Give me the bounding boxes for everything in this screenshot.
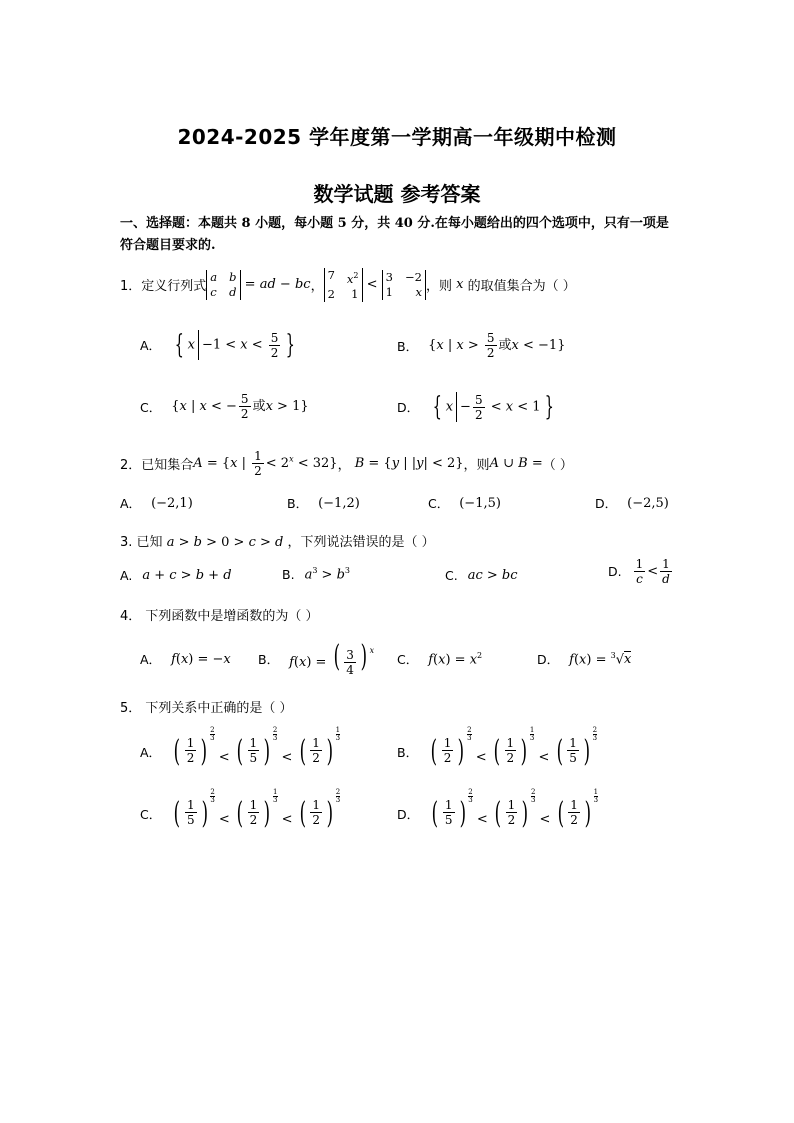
q2-text-b: ， <box>337 458 351 473</box>
q2-set-a: A = {x | $\frac{1}{2}$ < $2^x < 32$} <box>193 449 338 478</box>
q1-option-c[interactable]: C． {x | x < − $\frac{5}{2}$ 或x > 1} <box>140 392 309 421</box>
q1-text-c: ，则 <box>425 279 452 295</box>
q1-option-d[interactable]: D． { x − $\frac{5}{2}$ < x < 1 } <box>397 392 554 422</box>
question-3 <box>120 531 435 550</box>
q2-option-b[interactable]: B． (−1,2) <box>287 495 360 511</box>
q1-det-left: 7 $x^2$ 2 1 <box>324 268 363 302</box>
question-1 <box>120 268 576 302</box>
q5-option-b[interactable]: B． ( $\frac{1}{2}$ ) 2 3 < ( $\frac{1}{2}$ ) 1 3 < ( $\frac{1}{5}$ ) 2 3 <box>397 726 598 769</box>
exam-subtitle: 数学试题 参考答案 <box>313 182 481 206</box>
q5-number: 5． <box>120 701 142 716</box>
q4-option-c[interactable]: C． $f(x) = x^2$ <box>397 650 483 668</box>
q5-option-c[interactable]: C． ( $\frac{1}{5}$ ) 2 3 < ( $\frac{1}{2}$ ) 1 3 < ( $\frac{1}{2}$ ) 2 3 <box>140 788 341 831</box>
q3-text-b: ，下列说法错误的是（ ） <box>287 535 435 550</box>
question-2 <box>120 450 573 477</box>
q5-option-a[interactable]: A． ( $\frac{1}{2}$ ) 2 3 < ( $\frac{1}{5}$ ) 2 3 < ( $\frac{1}{2}$ ) 1 3 <box>140 726 341 769</box>
q4-option-d[interactable]: D． f(x) = $^3$√x <box>537 650 632 668</box>
q1-text-b: ， <box>310 279 324 295</box>
q1-var-x: x <box>451 277 468 293</box>
q1-det-formula: = ad − bc <box>240 277 311 293</box>
question-5 <box>120 697 293 716</box>
q1-option-a[interactable]: A． { x −1 < x < $\frac{5}{2}$ } <box>140 330 296 360</box>
q4-option-b[interactable]: B． f(x) = ( $\frac{3}{4}$ ) $^x$ <box>258 639 375 677</box>
q2-option-d[interactable]: D． (−2,5) <box>595 495 669 511</box>
q5-text: 下列关系中正确的是（ ） <box>145 701 293 716</box>
question-4 <box>120 605 319 624</box>
q2-number: 2． <box>120 458 142 473</box>
q3-option-c[interactable]: C. ac > bc <box>445 568 518 583</box>
section-instructions: 一、选择题：本题共 8 小题，每小题 5 分，共 40 分.在每小题给出的四个选项中，只有一项是符合题目要求的. <box>120 216 669 253</box>
q2-union: A ∪ B = <box>489 456 543 471</box>
q3-option-d[interactable]: D. $\frac{1}{c}$ < $\frac{1}{d}$ <box>608 557 670 586</box>
q1-option-b[interactable]: B． {x | x > $\frac{5}{2}$ 或x < −1} <box>397 331 566 360</box>
q2-text-a: 已知集合 <box>141 458 194 473</box>
q1-text-a: 定义行列式 <box>141 279 207 295</box>
q1-number: 1． <box>120 279 142 295</box>
q1-less-than: < <box>362 277 382 293</box>
q4-option-a[interactable]: A． f(x) = −x <box>140 651 231 667</box>
q4-text: 下列函数中是增函数的为（ ） <box>145 609 319 624</box>
q1-text-d: 的取值集合为（ ） <box>467 279 576 295</box>
q2-option-c[interactable]: C． (−1,5) <box>428 495 501 511</box>
q2-option-a[interactable]: A． (−2,1) <box>120 495 193 511</box>
q4-number: 4． <box>120 609 142 624</box>
q2-text-d: （ ） <box>542 458 573 473</box>
q1-det-right: 3 −2 1 x <box>382 270 426 300</box>
q3-condition: a > b > 0 > c > d <box>166 535 284 550</box>
q5-option-d[interactable]: D． ( $\frac{1}{5}$ ) 2 3 < ( $\frac{1}{2}$ ) 2 3 < ( $\frac{1}{2}$ ) 1 3 <box>397 788 599 831</box>
q3-option-b[interactable]: B. $a^3 > b^3$ <box>282 566 351 583</box>
q3-number: 3. <box>120 535 133 550</box>
q3-text-a: 已知 <box>136 535 163 550</box>
q2-set-b: B = {y | |y| < 2} <box>350 456 464 471</box>
q3-option-a[interactable]: A. a + c > b + d <box>120 568 232 583</box>
exam-title: 2024-2025 学年度第一学期高一年级期中检测 <box>177 125 617 149</box>
q2-text-c: ，则 <box>463 458 490 473</box>
q1-det-def: a b c d <box>206 270 240 300</box>
